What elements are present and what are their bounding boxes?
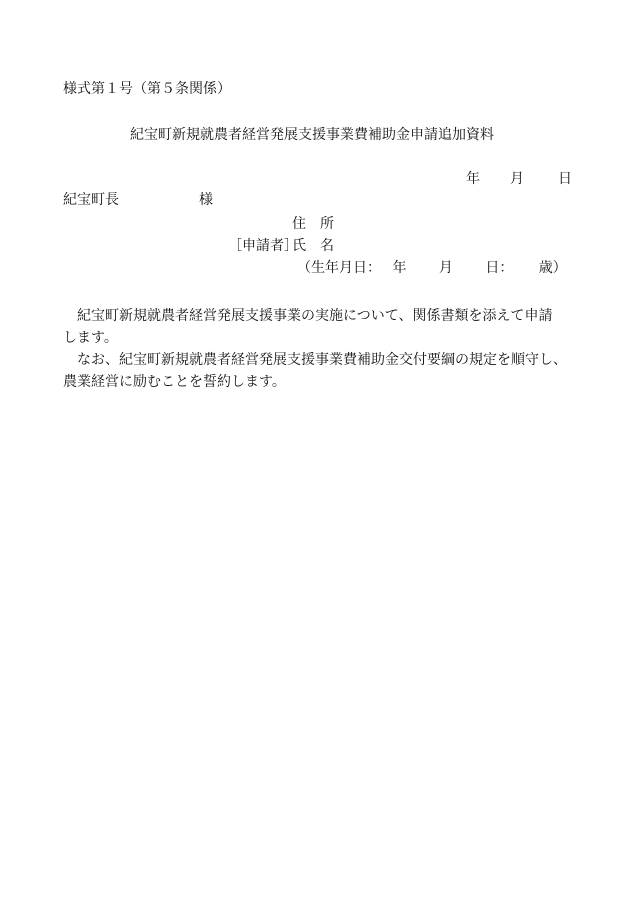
body-paragraph-2-line-2: 農業経営に励むことを誓約します。 <box>63 374 286 390</box>
address-label: 住 所 <box>292 216 334 232</box>
date-year-label: 年 <box>466 171 480 187</box>
body-text <box>63 305 569 393</box>
date-day-label: 日 <box>558 171 572 187</box>
name-label: 氏 名 <box>292 238 334 254</box>
applicant-role-label: ［申請者］ <box>228 238 298 254</box>
date-month-label: 月 <box>510 171 524 187</box>
recipient-honorific: 様 <box>199 192 213 208</box>
birth-date-line: （生年月日： 年 月 日： 歳） <box>297 260 567 276</box>
body-paragraph-1-line-1: 紀宝町新規就農者経営発展支援事業の実施について、関係書類を添えて申請 <box>77 308 553 324</box>
document-title: 紀宝町新規就農者経営発展支援事業費補助金申請追加資料 <box>130 127 494 143</box>
form-number: 様式第１号（第５条関係） <box>63 81 231 97</box>
recipient-name: 紀宝町長 <box>63 192 119 208</box>
body-paragraph-2-line-1: なお、紀宝町新規就農者経営発展支援事業費補助金交付要綱の規定を順守し、 <box>77 352 567 368</box>
body-paragraph-1-line-2: します。 <box>63 330 118 346</box>
